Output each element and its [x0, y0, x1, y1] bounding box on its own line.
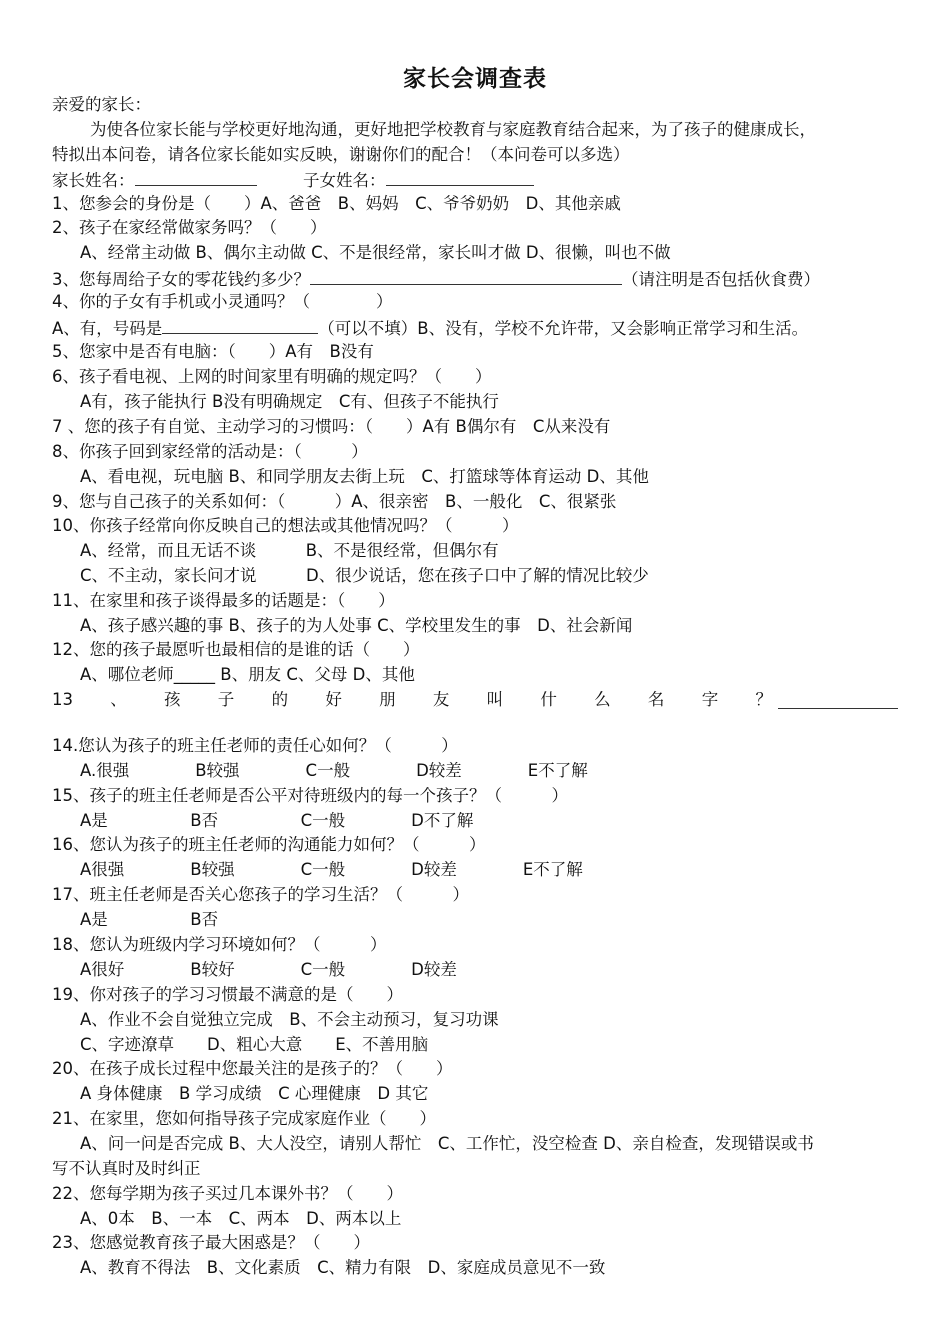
question-18-options: A很好 B较好 C一般 D较差: [80, 960, 457, 979]
question-13-char: ？: [755, 690, 772, 709]
phone-number-field[interactable]: [162, 315, 318, 334]
friend-name-field[interactable]: [778, 690, 898, 709]
question-2: 2、孩子在家经常做家务吗？（ ）: [52, 218, 327, 237]
question-13-char: 的: [271, 690, 289, 709]
question-2-options: A、经常主动做 B、偶尔主动做 C、不是很经常，家长叫才做 D、很懒，叫也不做: [80, 243, 671, 262]
question-11: 11、在家里和孩子谈得最多的话题是：（ ）: [52, 591, 395, 610]
question-21: 21、在家里，您如何指导孩子完成家庭作业（ ）: [52, 1109, 436, 1128]
question-19: 19、你对孩子的学习习惯最不满意的是（ ）: [52, 985, 403, 1004]
question-20: 20、在孩子成长过程中您最关注的是孩子的？（ ）: [52, 1059, 453, 1078]
question-4: 4、你的子女有手机或小灵通吗？（ ）: [52, 292, 393, 311]
question-5: 5、您家中是否有电脑：（ ）A有 B没有: [52, 342, 374, 361]
question-20-options: A 身体健康 B 学习成绩 C 心理健康 D 其它: [80, 1084, 429, 1103]
question-13-char: 友: [432, 690, 450, 709]
question-13-char: 么: [594, 690, 611, 709]
question-22-options: A、0本 B、一本 C、两本 D、两本以上: [80, 1209, 402, 1228]
parent-name-label: 家长姓名：: [52, 171, 135, 190]
intro-line-2: 特拟出本问卷，请各位家长能如实反映，谢谢你们的配合！（本问卷可以多选）: [52, 145, 630, 164]
question-1: 1、您参会的身份是（ ）A、爸爸 B、妈妈 C、爷爷奶奶 D、其他亲戚: [52, 194, 621, 213]
question-18: 18、您认为班级内学习环境如何？（ ）: [52, 935, 387, 954]
question-9: 9、您与自己孩子的关系如何：（ ）A、很亲密 B、一般化 C、很紧张: [52, 492, 617, 511]
question-15: 15、孩子的班主任老师是否公平对待班级内的每一个孩子？（ ）: [52, 786, 568, 805]
question-6: 6、孩子看电视、上网的时间家里有明确的规定吗？（ ）: [52, 367, 492, 386]
question-4-option-b: （可以不填）B、没有，学校不允许带，又会影响正常学习和生活。: [318, 319, 809, 338]
question-15-options: A是 B否 C一般 D不了解: [80, 811, 474, 830]
question-12: 12、您的孩子最愿听也最相信的是谁的话（ ）: [52, 640, 420, 659]
child-name-field[interactable]: [386, 167, 534, 186]
question-10-options-1: A、经常，而且无话不谈 B、不是很经常，但偶尔有: [80, 541, 499, 560]
question-3-text: 3、您每周给子女的零花钱约多少？: [52, 270, 310, 289]
question-13-char: 13: [52, 690, 73, 709]
question-14: 14.您认为孩子的班主任老师的责任心如何？（ ）: [52, 736, 458, 755]
question-13: [52, 688, 772, 712]
question-6-options: A有，孩子能执行 B没有明确规定 C有、但孩子不能执行: [80, 392, 499, 411]
parent-name-field[interactable]: [135, 167, 257, 186]
question-13-char: 叫: [486, 690, 504, 709]
question-8: 8、你孩子回到家经常的活动是：（ ）: [52, 442, 368, 461]
question-13-char: 名: [647, 690, 665, 709]
question-13-char: 字: [701, 690, 719, 709]
greeting: 亲爱的家长：: [52, 95, 151, 114]
question-17-options: A是 B否: [80, 910, 219, 929]
question-14-options: A.很强 B较强 C一般 D较差 E不了解: [80, 761, 588, 780]
question-13-char: 孩: [164, 690, 181, 709]
question-21-options-1: A、问一问是否完成 B、大人没空，请别人帮忙 C、工作忙，没空检查 D、亲自检查，发现错误或书: [80, 1134, 814, 1153]
intro-line-1: 为使各位家长能与学校更好地沟通，更好地把学校教育与家庭教育结合起来，为了孩子的健康成长，: [90, 120, 816, 139]
question-13-char: 好: [325, 690, 342, 709]
question-13-char: 什: [540, 690, 557, 709]
question-4-options: [52, 315, 808, 341]
question-11-options: A、孩子感兴趣的事 B、孩子的为人处事 C、学校里发生的事 D、社会新闻: [80, 616, 633, 635]
question-3: [52, 266, 820, 292]
question-7: 7 、您的孩子有自觉、主动学习的习惯吗：（ ）A有 B偶尔有 C从来没有: [52, 417, 611, 436]
question-13-char: 、: [110, 690, 127, 709]
question-13-char: 朋: [379, 690, 396, 709]
allowance-field[interactable]: [310, 266, 622, 285]
question-23-options: A、教育不得法 B、文化素质 C、精力有限 D、家庭成员意见不一致: [80, 1258, 606, 1277]
question-12-options: A、哪位老师_____ B、朋友 C、父母 D、其他: [80, 665, 415, 684]
question-3-note: （请注明是否包括伙食费）: [622, 270, 820, 289]
question-19-options-2: C、字迹潦草 D、粗心大意 E、不善用脑: [80, 1035, 429, 1054]
question-4-option-a: A、有，号码是: [52, 319, 163, 338]
question-22: 22、您每学期为孩子买过几本课外书？（ ）: [52, 1184, 403, 1203]
question-8-options: A、看电视，玩电脑 B、和同学朋友去街上玩 C、打篮球等体育运动 D、其他: [80, 467, 649, 486]
question-23: 23、您感觉教育孩子最大困惑是？（ ）: [52, 1233, 370, 1252]
question-10: 10、你孩子经常向你反映自己的想法或其他情况吗？（ ）: [52, 516, 519, 535]
question-21-options-2: 写不认真时及时纠正: [52, 1159, 201, 1178]
question-16-options: A很强 B较强 C一般 D较差 E不了解: [80, 860, 583, 879]
question-17: 17、班主任老师是否关心您孩子的学习生活？（ ）: [52, 885, 469, 904]
question-19-options-1: A、作业不会自觉独立完成 B、不会主动预习，复习功课: [80, 1010, 499, 1029]
page-title: 家长会调查表: [403, 66, 547, 92]
question-13-char: 子: [217, 690, 235, 709]
question-10-options-2: C、不主动，家长问才说 D、很少说话，您在孩子口中了解的情况比较少: [80, 566, 649, 585]
name-fields-row: [52, 167, 534, 193]
question-16: 16、您认为孩子的班主任老师的沟通能力如何？（ ）: [52, 835, 486, 854]
child-name-label: 子女姓名：: [303, 171, 386, 190]
